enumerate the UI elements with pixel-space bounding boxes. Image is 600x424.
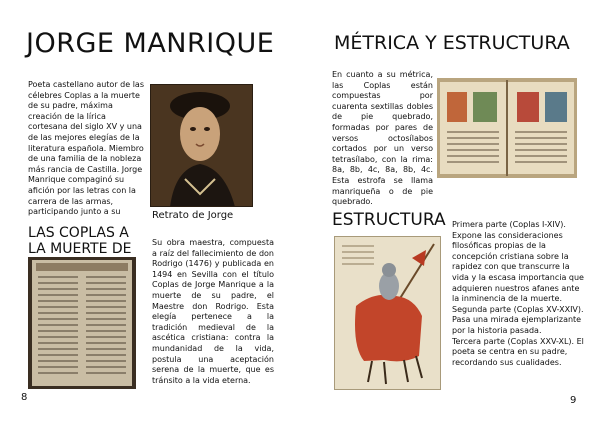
estructura-line-1: Primera parte (Coplas I-XIV). (452, 220, 566, 229)
estructura-line-4: Tercera parte (Coplas XXV-XL). El poeta se centra en su padre, recordando sus cualidades. (452, 336, 584, 367)
left-page-title: JORGE MANRIQUE (26, 28, 275, 59)
estructura-text (452, 220, 584, 368)
open-book-image (437, 78, 577, 178)
intro-paragraph: Poeta castellano autor de las célebres Coplas a la muerte de su padre, máxima creación de la lírica cortesana del siglo XV y una de las mejores elegías de la literatura española. Miembro de una familia de la nobleza más rancia de Castilla. Jorge Manrique compaginó su afición por las letras con la carrera de las armas, participando junto a su (28, 80, 144, 217)
knight-on-horse-illustration-icon (334, 236, 441, 390)
page-number-left: 8 (21, 392, 28, 403)
coplas-paragraph: Su obra maestra, compuesta a raíz del fallecimiento de don Rodrigo (1476) y publicada en 1494 en Sevilla con el título Coplas de Jorge Manrique a la muerte de su padre, el Maestre don Rodrigo. Esta elegía pertenece a la tradición medieval de la ascética cristiana: contra la mundanidad de la vida, postula una aceptación serena de la muerte, que es tránsito a la vida eterna. (152, 238, 274, 385)
page-number-right: 9 (570, 395, 577, 406)
old-book-page-icon (28, 257, 136, 389)
left-section-title: LAS COPLAS A LA MUERTE DE (28, 225, 132, 257)
estructura-line-3: Segunda parte (Coplas XV-XXIV). Pasa una mirada ejemplarizante por la historia pasada. (452, 304, 584, 335)
portrait-painting-icon (150, 84, 253, 207)
portrait-caption: Retrato de Jorge (152, 210, 234, 221)
illuminated-manuscript-icon (437, 78, 577, 178)
estructura-line-2: Expone las consideraciones filosóficas propias de la concepción cristiana sobre la rapidez con que transcurre la vida y la escasa importancia que adquieren nuestros afanes ante la inminencia de la muerte. (452, 230, 584, 304)
knight-image (334, 236, 441, 390)
estructura-title: ESTRUCTURA (332, 210, 446, 230)
portrait-image (150, 84, 253, 207)
right-page-title: MÉTRICA Y ESTRUCTURA (334, 32, 570, 54)
metrica-paragraph: En cuanto a su métrica, las Coplas están compuestas por cuarenta sextillas dobles de pie quebrado, formadas por pares de versos octosílabos cortados por un verso tetrasílabo, con la rima: 8a, 8b, 4c, 8a, 8b, 4c. Esta estrofa se llama manriqueña o de pie quebrado. (332, 70, 433, 207)
coplas-book-image (28, 257, 136, 389)
